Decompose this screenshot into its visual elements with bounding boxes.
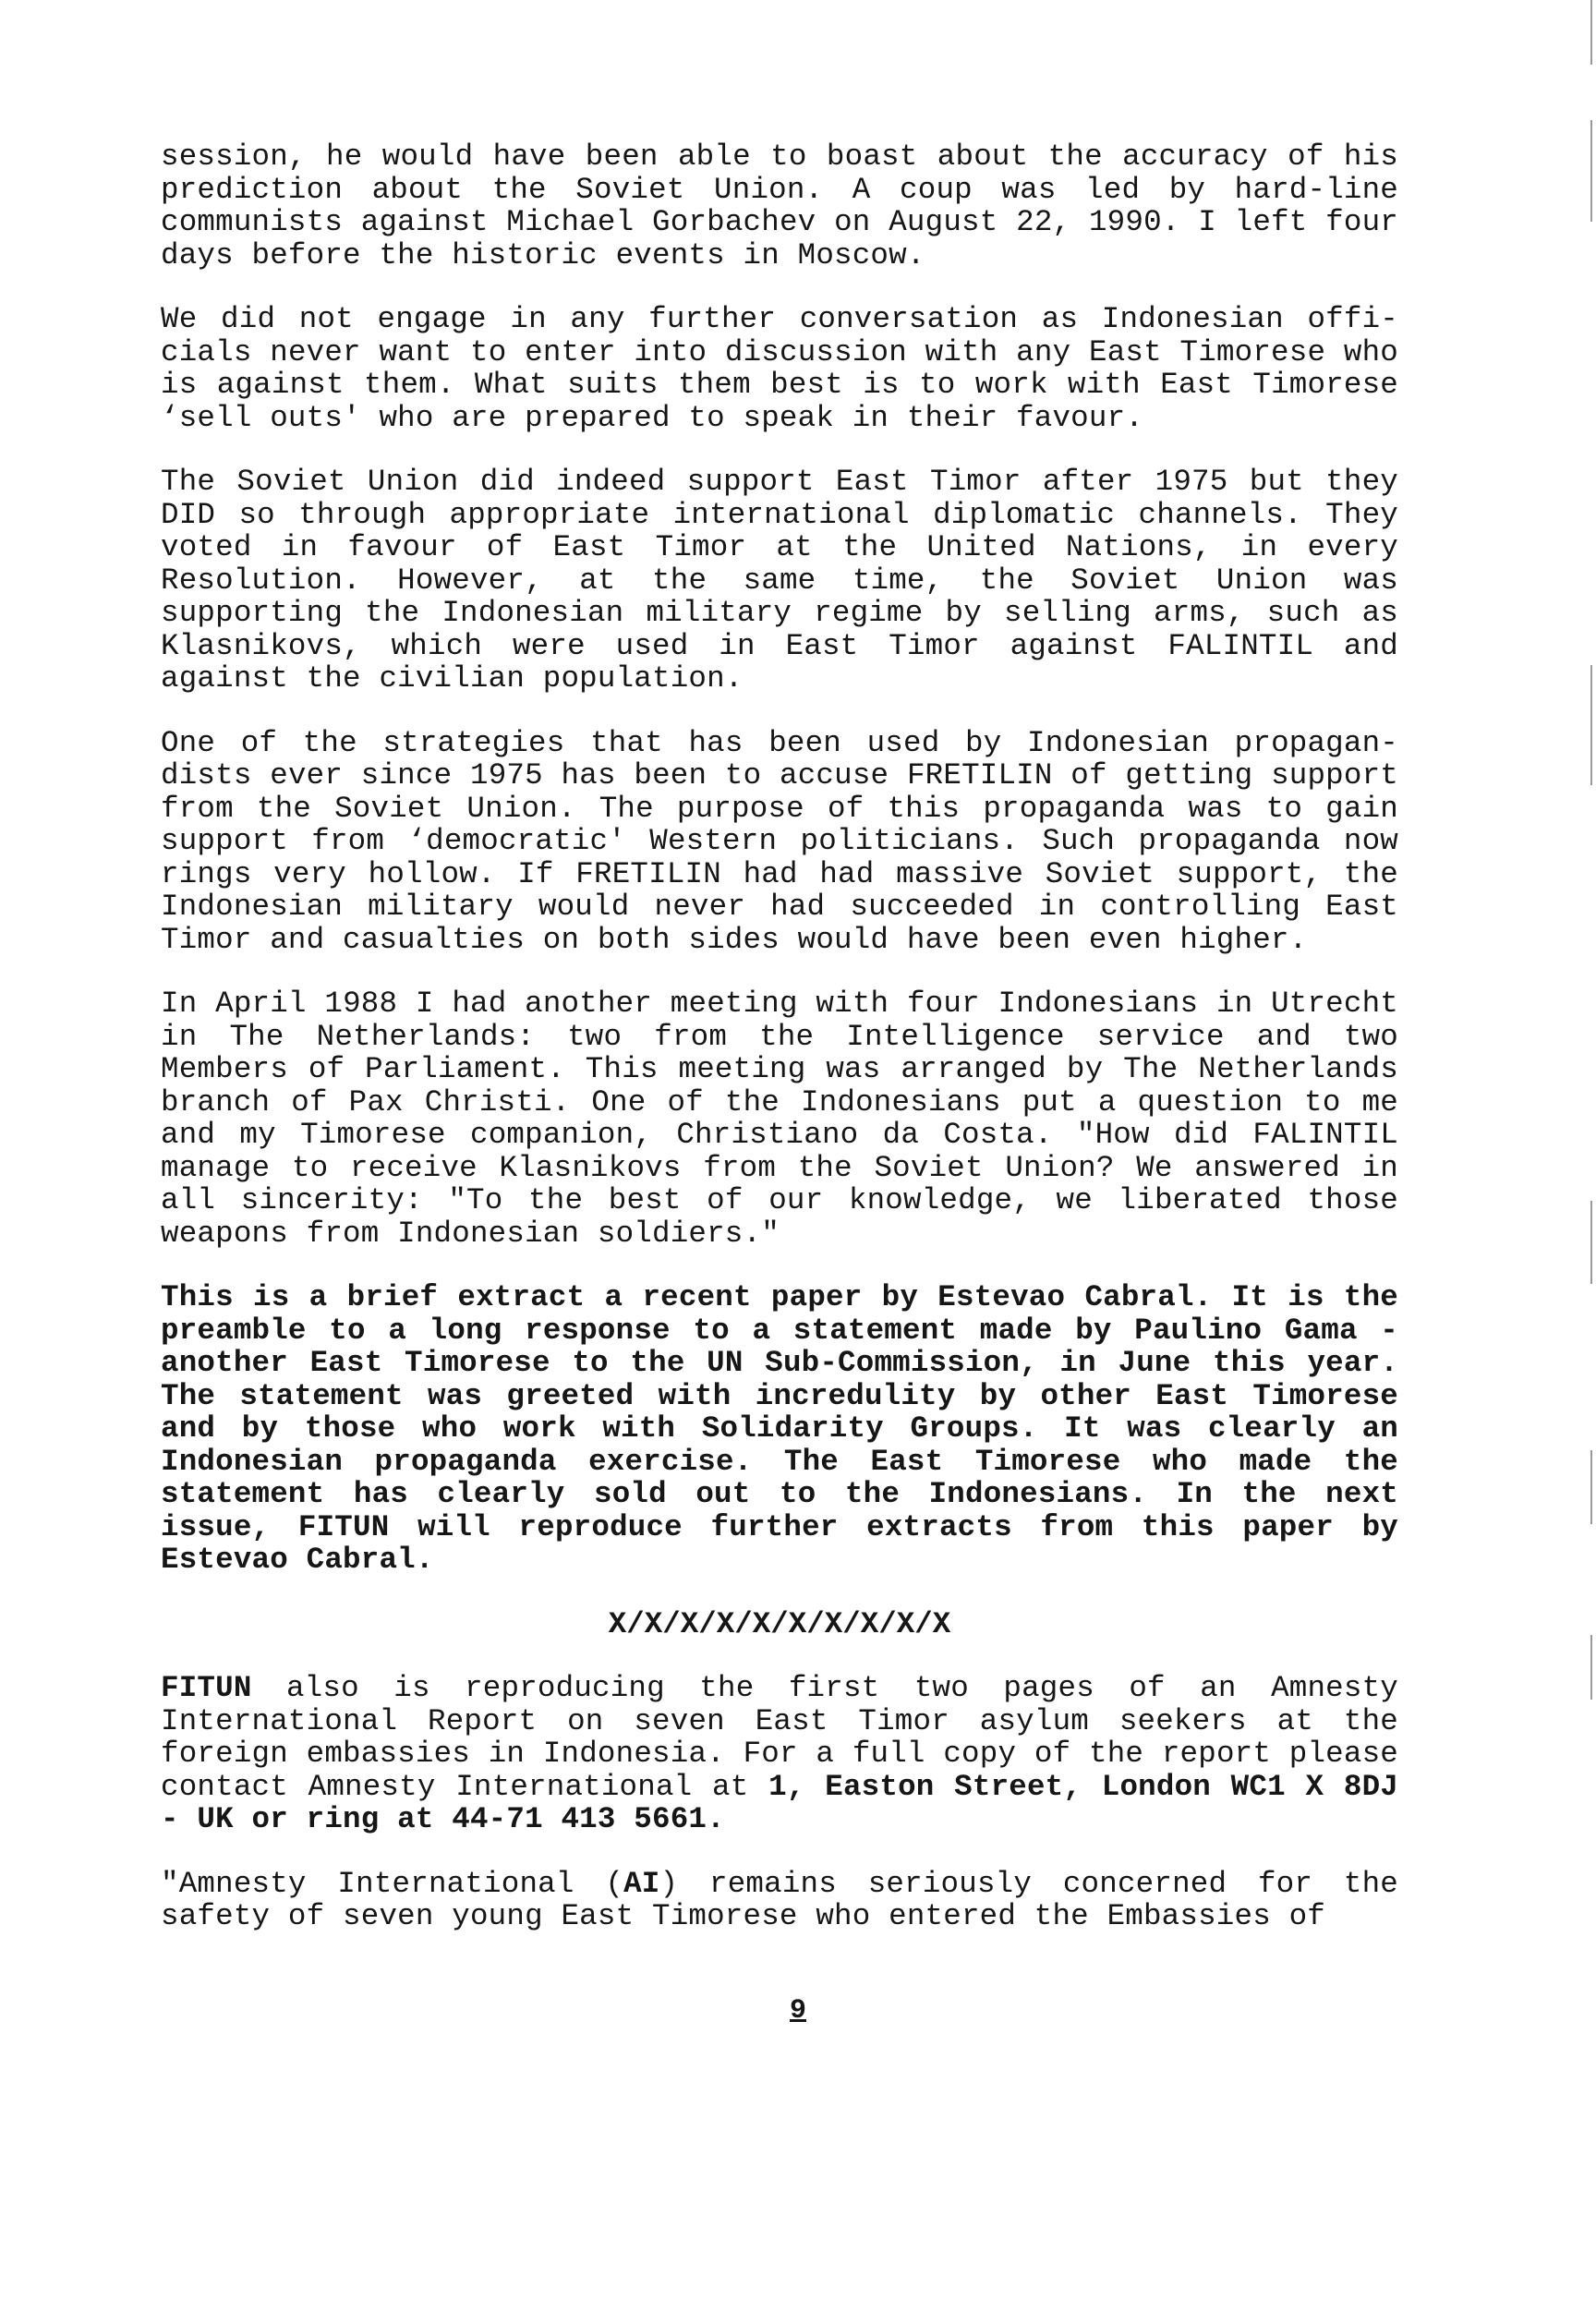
quote-post: ) remains seriously concerned for the safety of seven young East Timorese who entered the Embassies of xyxy=(161,1866,1398,1933)
scan-edge-mark xyxy=(1590,1450,1592,1524)
amnesty-intro-paragraph xyxy=(161,1672,1398,1836)
section-divider: X/X/X/X/X/X/X/X/X/X xyxy=(608,1606,951,1641)
paragraph-2: We did not engage in any further conversation as Indonesian offi-cials never want to enter into discussion with any East Timorese who is against them. What suits them best is to work with East Timorese ‘sell outs' who are prepared to speak in their favour. xyxy=(161,302,1398,435)
scan-edge-mark xyxy=(1590,665,1592,785)
editorial-note: This is a brief extract a recent paper by Estevao Cabral. It is the preamble to a long response to a statement made by Paulino Gama - another East Timorese to the UN Sub-Commission, in June this year. The statement was greeted with incredulity by other East Timorese and by those who work with Solidarity Groups. It was clearly an Indonesian propaganda exercise. The East Timorese who made the statement has clearly sold out to the Indonesians. In the next issue, FITUN will reproduce further extracts from this paper by Estevao Cabral. xyxy=(161,1280,1398,1577)
document-page xyxy=(161,140,1398,1965)
paragraph-4: One of the strategies that has been used by Indonesian propagan-dists ever since 1975 has been to accuse FRETILIN of getting support from the Soviet Union. The purpose of this propaganda was to gain support from ‘democratic' Western politicians. Such propaganda now rings very hollow. If FRETILIN had had massive Soviet support, the Indonesian military would never had succeeded in controlling East Timor and casualties on both sides would have been even higher. xyxy=(161,725,1398,957)
paragraph-5: In April 1988 I had another meeting with four Indonesians in Utrecht in The Netherlands: two from the Intelligence service and two Members of Parliament. This meeting was arranged by The Netherlands branch of Pax Christi. One of the Indonesians put a question to me and my Timorese companion, Christiano da Costa. "How did FALINTIL manage to receive Klasnikovs from the Soviet Union? We answered in all sincerity: "To the best of our knowledge, we liberated those weapons from Indonesian soldiers." xyxy=(161,987,1398,1251)
scan-edge-mark xyxy=(1590,1635,1592,1700)
page-number: 9 xyxy=(789,1995,806,2027)
quote-pre: "Amnesty International ( xyxy=(161,1866,624,1901)
amnesty-address: 1, Easton Street, London WC1 X 8DJ - UK or ring at 44-71 413 5661. xyxy=(161,1769,1398,1836)
scan-edge-mark xyxy=(1590,1201,1592,1284)
amnesty-quote-paragraph xyxy=(161,1868,1398,1933)
scan-edge-mark xyxy=(1590,0,1592,65)
quote-abbr: AI xyxy=(623,1866,660,1901)
paragraph-1: session, he would have been able to boast about the accuracy of his prediction about the Soviet Union. A coup was led by hard-line communists against Michael Gorbachev on August 22, 1990. I left four days before the historic events in Moscow. xyxy=(161,139,1398,272)
fitun-lead: FITUN xyxy=(161,1671,252,1705)
scan-edge-mark xyxy=(1590,120,1592,222)
paragraph-3: The Soviet Union did indeed support East Timor after 1975 but they DID so through appropriate international diplomatic channels. They voted in favour of East Timor at the United Nations, in every Resolution. However, at the same time, the Soviet Union was supporting the Indonesian military regime by selling arms, such as Klasnikovs, which were used in East Timor against FALINTIL and against the civilian population. xyxy=(161,465,1398,696)
amnesty-intro-text: also is reproducing the first two pages of an Amnesty International Report on seven East Timor asylum seekers at the foreign embassies in Indonesia. For a full copy of the report please contact Amnesty International at xyxy=(161,1671,1398,1804)
